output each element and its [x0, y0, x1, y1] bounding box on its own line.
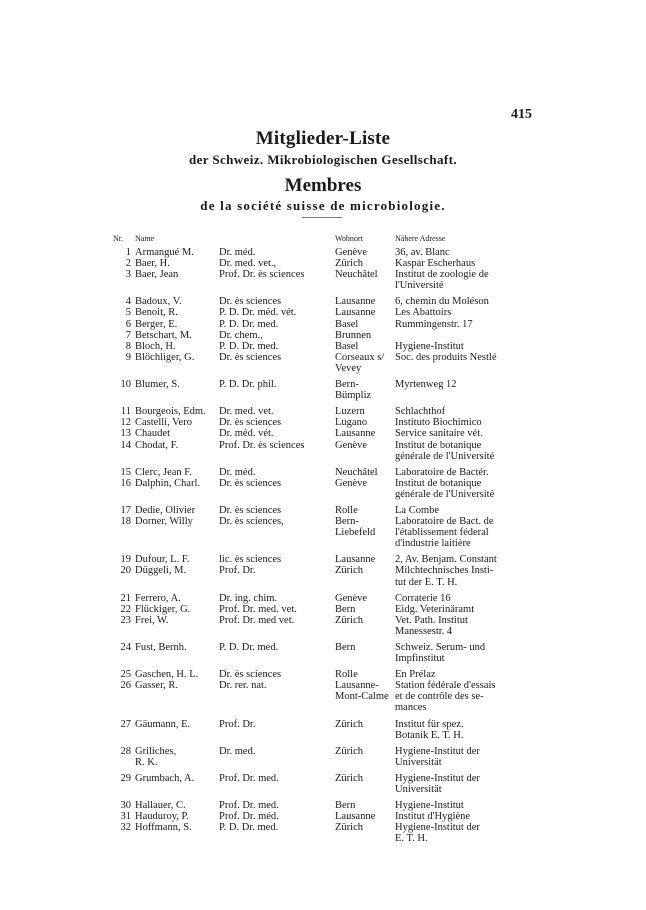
member-title: lic. ès sciences: [219, 554, 282, 566]
member-nr: 4: [125, 296, 131, 308]
table-row: [113, 554, 533, 565]
member-title: Dr. ès sciences: [219, 417, 282, 429]
member-place: Rolle: [335, 669, 358, 681]
member-address: Service sanitaire vét.: [395, 428, 483, 440]
member-place: Zürich: [335, 565, 363, 577]
member-nr: 24: [120, 642, 131, 653]
member-place: Lugano: [335, 417, 368, 429]
header-place: Wohnort: [335, 234, 363, 243]
member-name: Flückiger, G.: [135, 603, 191, 615]
member-place: Basel: [335, 340, 359, 352]
member-name: Armangué M.: [135, 247, 194, 258]
member-title: Dr. ès sciences,: [219, 516, 284, 528]
table-row: [113, 680, 533, 713]
table-row: [113, 669, 533, 680]
member-nr: 27: [120, 718, 131, 730]
member-address: Laboratoire de Bact. de l'établissement féderal d'industrie laitière: [395, 516, 494, 550]
table-row: [113, 258, 533, 269]
member-address: Schweiz. Serum- und Impfinstitut: [395, 642, 486, 665]
member-title: Dr. méd.: [219, 247, 256, 258]
table-row: [113, 467, 533, 478]
member-nr: 29: [120, 772, 131, 784]
member-place: Lausanne: [335, 811, 376, 823]
member-title: Dr. ès sciences: [219, 504, 282, 516]
table-row: [113, 615, 533, 637]
title-french: Membres: [284, 175, 362, 196]
member-address: Hygiene-Institut: [395, 340, 464, 352]
member-nr: 17: [120, 504, 131, 516]
member-nr: 26: [120, 680, 131, 692]
member-address: 36, av. Blanc: [395, 247, 450, 258]
member-address: Hygiene-Institut der Universität: [395, 772, 480, 796]
member-title: Dr. méd.: [219, 466, 256, 478]
member-name: Dorner, Willy: [135, 516, 193, 528]
table-row: [113, 296, 533, 307]
member-nr: 31: [120, 811, 131, 823]
member-address: Eidg. Veterinäramt: [395, 603, 475, 615]
member-place: Bern: [335, 800, 356, 812]
member-nr: 25: [120, 669, 131, 681]
member-nr: 9: [125, 351, 131, 363]
member-place: Neuchâtel: [335, 466, 378, 478]
member-title: Dr. ing. chim.: [219, 592, 278, 604]
page-number: 415: [511, 107, 532, 122]
member-address: Vet. Path. Institut Manessestr. 4: [395, 614, 468, 637]
table-row: [113, 719, 533, 741]
member-name: Hallauer, C.: [135, 800, 186, 812]
member-title: Dr. med. vet.,: [219, 258, 277, 270]
member-nr: 14: [120, 439, 131, 451]
member-title: Dr. med.: [219, 745, 256, 757]
member-place: Genève: [335, 477, 368, 489]
member-name: Düggeli, M.: [135, 565, 187, 577]
table-row: [113, 341, 533, 352]
member-name: Gäumann, E.: [135, 718, 191, 730]
member-address: Institut de zoologie de l'Université: [395, 269, 489, 292]
member-address: Hygiene-Institut der Universität: [395, 745, 480, 768]
table-row: [113, 440, 533, 462]
member-nr: 23: [120, 614, 131, 626]
member-address: Schlachthof: [395, 406, 446, 418]
member-name: Bloch, H.: [135, 340, 176, 352]
member-address: Institut d'Hygiène: [395, 811, 471, 823]
table-row: [113, 593, 533, 604]
member-list: [113, 234, 533, 845]
member-nr: 19: [120, 554, 131, 566]
member-place: Genève: [335, 247, 368, 258]
member-title: Prof. Dr.: [219, 718, 256, 730]
table-row: [113, 417, 533, 428]
member-nr: 28: [120, 745, 131, 757]
member-place: Lausanne: [335, 307, 376, 319]
member-name: Castelli, Vero: [135, 417, 192, 429]
subtitle-german: der Schweiz. Mikrobiologischen Gesellschaft.: [188, 152, 458, 167]
member-nr: 12: [120, 417, 131, 429]
member-nr: 16: [120, 477, 131, 489]
member-name: Dufour, L. F.: [135, 554, 190, 566]
member-place: Bern: [335, 603, 356, 615]
member-place: Lausanne: [335, 296, 376, 308]
member-rows: [113, 247, 533, 845]
member-title: Prof. Dr. méd.: [219, 811, 279, 823]
member-address: Hygiene-Institut der E. T. H.: [395, 822, 480, 845]
member-name: Berger, E.: [135, 318, 178, 330]
member-place: Zürich: [335, 614, 363, 626]
member-title: Dr. méd. vét.: [219, 428, 274, 440]
table-row: [113, 800, 533, 811]
member-list-header: [113, 234, 533, 243]
member-place: Zürich: [335, 258, 363, 270]
member-name: Gasser, R.: [135, 680, 179, 692]
member-name: Benoit, R.: [135, 307, 178, 319]
member-place: Lausanne- Mont-Calme: [335, 680, 389, 703]
member-nr: 2: [125, 258, 131, 270]
table-row: [113, 478, 533, 500]
member-title: Prof. Dr. ès sciences: [219, 269, 305, 281]
member-nr: 3: [125, 269, 131, 281]
member-title: Dr. ès sciences: [219, 351, 282, 363]
table-row: [113, 811, 533, 822]
member-nr: 1: [125, 247, 131, 258]
member-address: 6, chemin du Moléson: [395, 296, 489, 308]
member-name: Grumbach, A.: [135, 772, 195, 784]
member-address: La Combe: [395, 504, 440, 516]
member-nr: 11: [120, 406, 131, 418]
member-name: Gaschen, H. L.: [135, 669, 199, 681]
member-address: Laboratoire de Bactér.: [395, 466, 489, 478]
member-place: Lausanne: [335, 554, 376, 566]
member-title: P. D. Dr. med.: [219, 340, 279, 352]
member-place: Zürich: [335, 822, 363, 834]
member-place: Corseaux s/ Vevey: [335, 351, 385, 374]
member-place: Zürich: [335, 718, 363, 730]
member-title: P. D. Dr. méd. vét.: [219, 307, 297, 319]
table-row: [113, 330, 533, 341]
member-name: Blöchliger, G.: [135, 351, 195, 363]
member-name: Frei, W.: [135, 614, 169, 626]
member-name: Dedie, Olivier: [135, 504, 196, 516]
subtitle-french: de la société suisse de microbiologie.: [200, 198, 446, 213]
member-name: Chodat, F.: [135, 439, 179, 451]
member-title: Dr. ès sciences: [219, 669, 282, 681]
member-name: Betschart, M.: [135, 329, 192, 341]
member-title: Prof. Dr. med vet.: [219, 614, 295, 626]
member-name: Baer, H.: [135, 258, 170, 270]
member-title: P. D. Dr. med.: [219, 318, 279, 330]
member-title: Prof. Dr. med.: [219, 800, 279, 812]
member-nr: 10: [120, 379, 131, 391]
table-row: [113, 269, 533, 291]
member-place: Bern- Liebefeld: [335, 516, 376, 539]
table-row: [113, 565, 533, 587]
table-row: [113, 406, 533, 417]
table-row: [113, 428, 533, 439]
header-name: Name: [135, 234, 155, 243]
member-title: Dr. ès sciences: [219, 477, 282, 489]
table-row: [113, 642, 533, 664]
member-name: Fust, Bernh.: [135, 642, 187, 653]
member-address: Rummingenstr. 17: [395, 318, 473, 330]
member-title: Prof. Dr.: [219, 565, 256, 577]
member-address: Corraterie 16: [395, 592, 451, 604]
member-address: Station fédérale d'essais et de contrôle des se- mances: [395, 680, 496, 714]
member-name: Chaudet: [135, 428, 170, 440]
table-row: [113, 773, 533, 795]
member-nr: 22: [120, 603, 131, 615]
member-place: Basel: [335, 318, 359, 330]
header-address: Nähere Adresse: [395, 234, 446, 243]
member-address: Institut de botanique générale de l'Université: [395, 477, 495, 500]
member-address: Milchtechnisches Insti- tut der E. T. H.: [395, 565, 494, 588]
member-address: 2, Av. Benjam. Constant: [395, 554, 497, 566]
member-nr: 8: [125, 340, 131, 352]
member-name: Bourgeois, Edm.: [135, 406, 206, 418]
member-name: Ferrero, A.: [135, 592, 181, 604]
member-place: Luzern: [335, 406, 365, 418]
member-nr: 5: [125, 307, 131, 319]
table-row: [113, 352, 533, 374]
member-name: Blumer, S.: [135, 379, 180, 391]
member-title: Prof. Dr. med.: [219, 772, 279, 784]
member-address: Institut für spez. Botanik E. T. H.: [395, 718, 464, 741]
member-nr: 32: [120, 822, 131, 834]
member-nr: 7: [125, 329, 131, 341]
member-address: Hygiene-Institut: [395, 800, 464, 812]
member-address: Instituto Biochimico: [395, 417, 482, 429]
table-row: [113, 604, 533, 615]
member-name: Hauduroy, P.: [135, 811, 189, 823]
member-address: Institut de botanique générale de l'Université: [395, 439, 495, 462]
member-address: Myrtenweg 12: [395, 379, 457, 391]
table-row: [113, 319, 533, 330]
table-row: [113, 746, 533, 768]
member-name: Baer, Jean: [135, 269, 179, 281]
member-nr: 6: [125, 318, 131, 330]
member-place: Rolle: [335, 504, 358, 516]
member-address: Les Abattoirs: [395, 307, 452, 319]
member-place: Lausanne: [335, 428, 376, 440]
member-nr: 30: [120, 800, 131, 812]
member-place: Neuchâtel: [335, 269, 378, 281]
member-title: Prof. Dr. ès sciences: [219, 439, 305, 451]
table-row: [113, 516, 533, 549]
member-nr: 20: [120, 565, 131, 577]
member-address: Kaspar Escherhaus: [395, 258, 476, 270]
table-row: [113, 822, 533, 844]
member-title: Dr. chem.,: [219, 329, 263, 341]
member-nr: 13: [120, 428, 131, 440]
member-place: Brunnen: [335, 329, 372, 341]
member-place: Bern: [335, 642, 356, 653]
member-title: Dr. med. vet.: [219, 406, 274, 418]
member-title: Prof. Dr. med. vet.: [219, 603, 297, 615]
member-title: P. D. Dr. med.: [219, 822, 279, 834]
table-row: [113, 307, 533, 318]
divider: [302, 217, 342, 218]
member-name: Clerc, Jean F.: [135, 466, 192, 478]
member-address: Soc. des produits Nestlé: [395, 351, 497, 363]
member-place: Bern- Bümpliz: [335, 379, 372, 402]
member-title: P. D. Dr. med.: [219, 642, 279, 653]
table-row: [113, 379, 533, 401]
title-german: Mitglieder-Liste: [255, 128, 391, 149]
member-name: Griliches, R. K.: [135, 745, 177, 768]
member-nr: 21: [120, 592, 131, 604]
member-title: P. D. Dr. phil.: [219, 379, 277, 391]
table-row: [113, 505, 533, 516]
header-nr: Nr.: [113, 234, 123, 243]
member-title: Dr. rer. nat.: [219, 680, 267, 692]
member-name: Hoffmann, S.: [135, 822, 192, 834]
member-name: Badoux, V.: [135, 296, 182, 308]
member-nr: 15: [120, 466, 131, 478]
member-place: Genève: [335, 439, 368, 451]
member-nr: 18: [120, 516, 131, 528]
member-title: Dr. ès sciences: [219, 296, 282, 308]
member-name: Dalphin, Charl.: [135, 477, 201, 489]
member-place: Zürich: [335, 772, 363, 784]
member-place: Zürich: [335, 745, 363, 757]
table-row: [113, 247, 533, 258]
member-address: En Prélaz: [395, 669, 436, 681]
member-place: Genève: [335, 592, 368, 604]
